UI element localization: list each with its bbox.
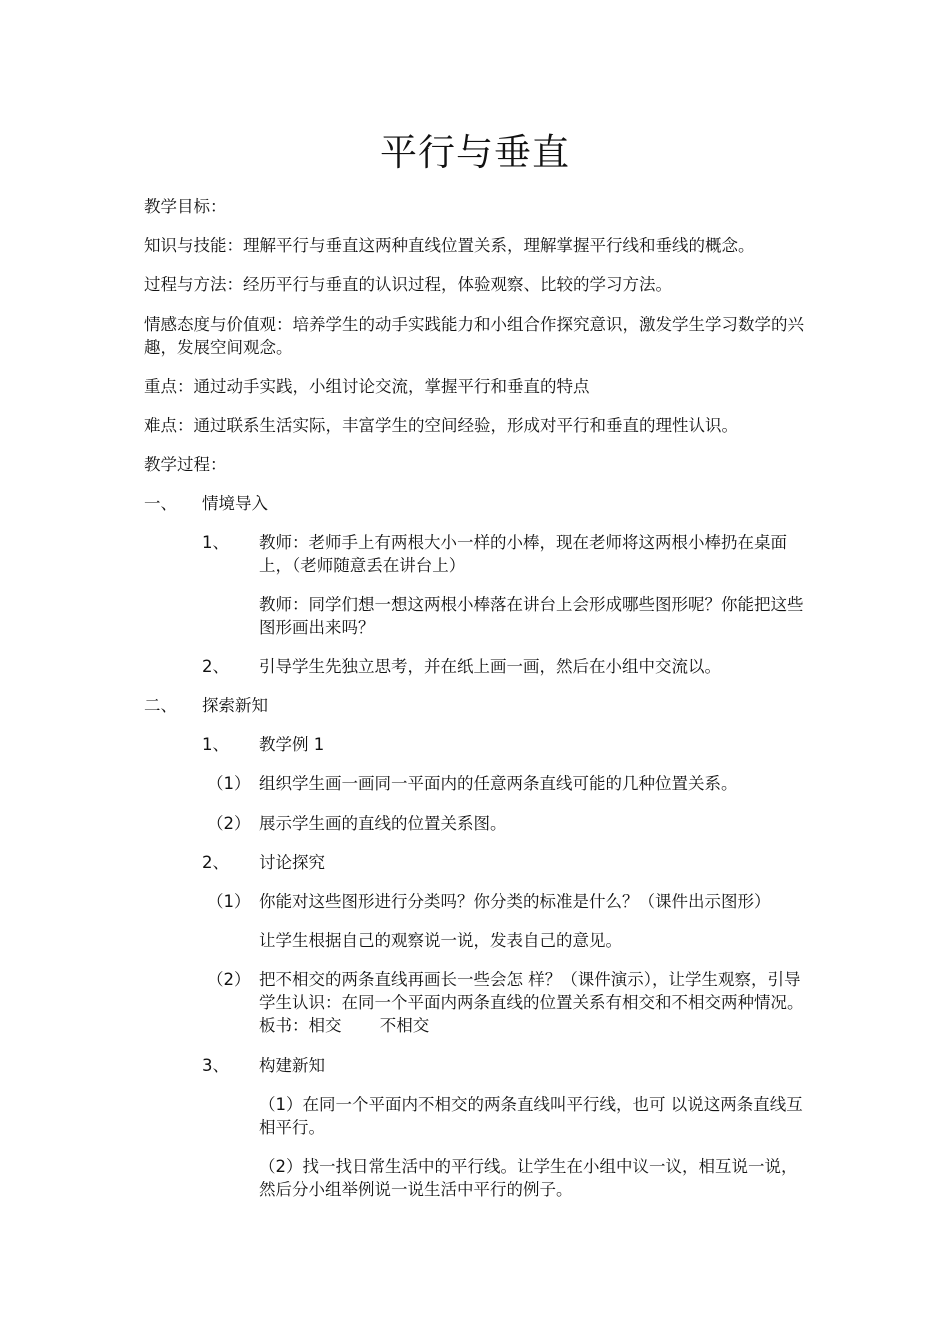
item-number: （1） [207,892,251,911]
process-heading: 教学过程： [144,455,227,474]
section-label: 情境导入 [202,494,268,513]
page-title: 平行与垂直 [380,131,570,174]
item-number: （2） [207,814,251,833]
item-text: 教师：老师手上有两根大小一样的小棒，现在老师将这两根小棒扔在桌面上，（老师随意丢在讲台上） [259,533,787,575]
item-text: 让学生根据自己的观察说一说，发表自己的意见。 [259,931,622,950]
knowledge-skills: 知识与技能：理解平行与垂直这两种直线位置关系，理解掌握平行线和垂线的概念。 [144,236,755,255]
item-number: 3、 [202,1056,229,1075]
item-text: 引导学生先独立思考，并在纸上画一画，然后在小组中交流以。 [259,657,721,676]
item-number: 1、 [202,735,229,754]
item-text: 展示学生画的直线的位置关系图。 [259,814,507,833]
section-number: 二、 [144,696,177,715]
item-text: （1）在同一个平面内不相交的两条直线叫平行线，也可 以说这两条直线互相平行。 [259,1095,803,1137]
item-number: （1） [207,774,251,793]
item-text: 讨论探究 [259,853,325,872]
section-label: 探索新知 [202,696,268,715]
item-text: 教学例 1 [259,735,325,754]
objectives-heading: 教学目标： [144,197,227,216]
item-number: 1、 [202,533,229,552]
process-methods: 过程与方法：经历平行与垂直的认识过程，体验观察、比较的学习方法。 [144,275,672,294]
item-text: 组织学生画一画同一平面内的任意两条直线可能的几种位置关系。 [259,774,738,793]
key-point: 重点：通过动手实践，小组讨论交流，掌握平行和垂直的特点 [144,377,590,396]
item-text: 你能对这些图形进行分类吗？你分类的标准是什么？（课件出示图形） [259,892,771,911]
item-text: 构建新知 [259,1056,325,1075]
item-text: 教师：同学们想一想这两根小棒落在讲台上会形成哪些图形呢？你能把这些图形画出来吗？ [259,595,804,637]
difficulty: 难点：通过联系生活实际，丰富学生的空间经验，形成对平行和垂直的理性认识。 [144,416,738,435]
item-text: （2）找一找日常生活中的平行线。让学生在小组中议一议，相互说一说，然后分小组举例说一说生活中平行的例子。 [259,1157,798,1199]
item-number: （2） [207,970,251,989]
section-number: 一、 [144,494,177,513]
item-number: 2、 [202,657,229,676]
emotion-values: 情感态度与价值观：培养学生的动手实践能力和小组合作探究意识，激发学生学习数学的兴趣，发展空间观念。 [144,315,804,357]
item-number: 2、 [202,853,229,872]
item-text: 把不相交的两条直线再画长一些会怎 样？（课件演示），让学生观察，引导学生认识：在同一个平面内两条直线的位置关系有相交和不相交两种情况。板书：相交 不相交 [259,970,804,1035]
